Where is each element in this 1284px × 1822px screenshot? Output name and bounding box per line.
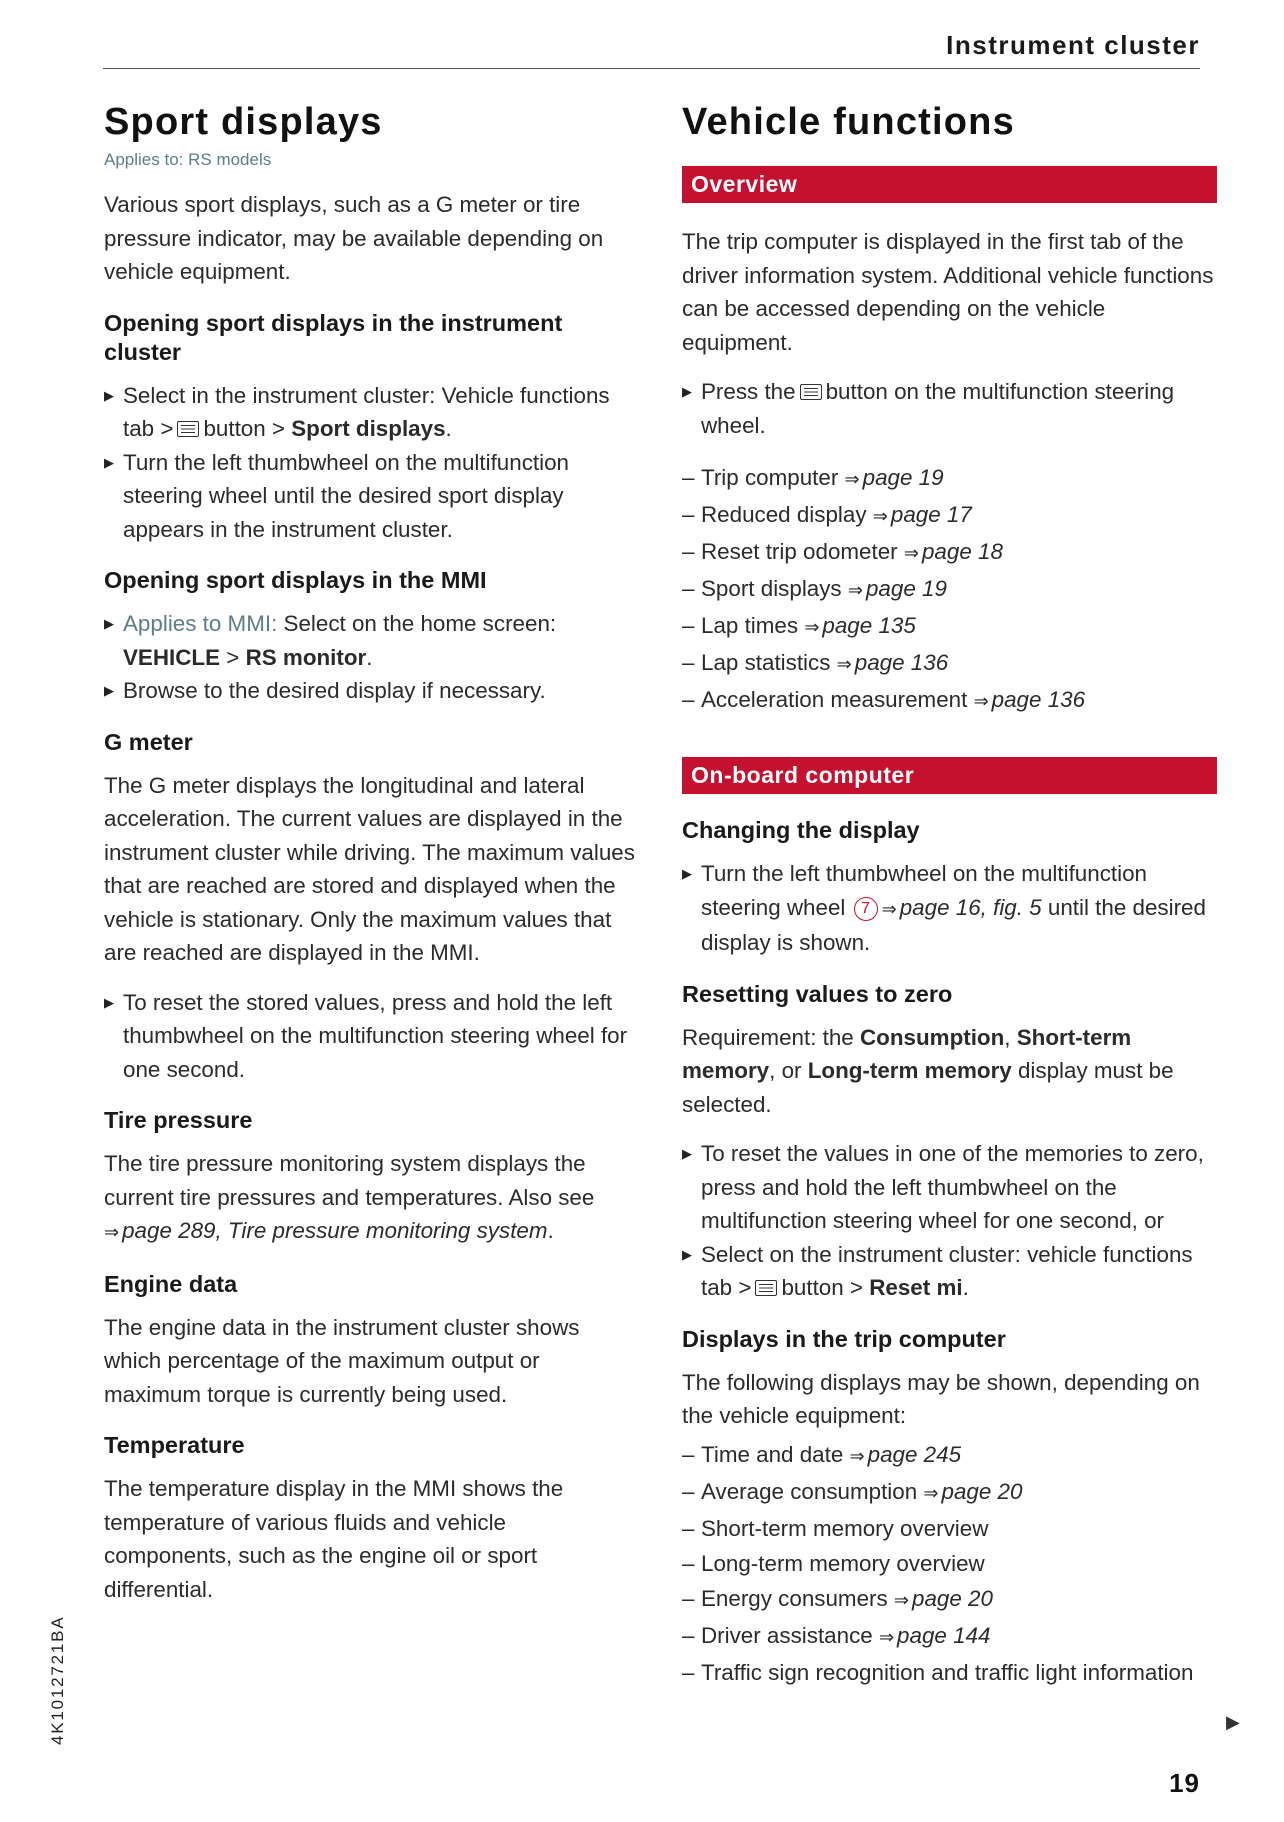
- cross-reference-link[interactable]: [894, 1586, 993, 1611]
- step-item: [682, 857, 1217, 960]
- cross-reference-link[interactable]: [873, 502, 972, 527]
- dash-bullet: –: [682, 502, 695, 527]
- step-list-instrument-cluster: [104, 379, 639, 547]
- reference-arrow-icon: ⇒: [973, 691, 989, 711]
- reference-text: page 144: [897, 1622, 991, 1648]
- list-item-label: Sport displays: [701, 576, 842, 601]
- heading-temperature: Temperature: [104, 1432, 245, 1458]
- left-column: [104, 96, 639, 1622]
- dash-bullet: –: [682, 1622, 695, 1648]
- reference-text: page 20: [912, 1585, 993, 1611]
- step-text: Press the: [701, 379, 796, 404]
- list-item: [682, 1581, 1217, 1618]
- reference-arrow-icon: ⇒: [836, 654, 852, 674]
- display-name-consumption: Consumption: [860, 1024, 1005, 1050]
- cross-reference-link[interactable]: [923, 1479, 1022, 1504]
- reference-text: page 289, Tire pressure monitoring system: [122, 1218, 548, 1243]
- list-item: [682, 460, 1217, 497]
- list-item: [682, 534, 1217, 571]
- trip-display-list: [682, 1437, 1217, 1690]
- overview-paragraph: The trip computer is displayed in the first tab of the driver information system. Additional vehicle functions can be accessed depending on the vehicle equipment.: [682, 229, 1214, 355]
- step-text: To reset the values in one of the memories to zero, press and hold the left thumbwheel on the multifunction steering wheel for one second, or: [701, 1141, 1204, 1233]
- cross-reference-link[interactable]: [837, 650, 948, 675]
- band-overview: Overview: [682, 166, 1217, 203]
- reference-arrow-icon: ⇒: [878, 1626, 895, 1647]
- g-meter-paragraph: The G meter displays the longitudinal and lateral acceleration. The current values are displayed in the instrument cluster while driving. The maximum values that are reached are stored and displayed when the vehicle is stationary. Only the maximum values that are reached are displayed in the MMI.: [104, 772, 635, 965]
- step-triangle-icon: ▶: [682, 866, 692, 881]
- reference-text: page 16, fig. 5: [899, 894, 1042, 920]
- heading-opening-instrument-cluster: Opening sport displays in the instrument cluster: [104, 309, 563, 365]
- step-text: button >: [203, 416, 285, 441]
- heading-changing-display: Changing the display: [682, 817, 920, 843]
- heading-g-meter: G meter: [104, 728, 193, 755]
- list-item-label: Lap statistics: [701, 650, 831, 675]
- step-item: [104, 986, 639, 1087]
- list-item: [682, 1474, 1217, 1511]
- cross-reference-link[interactable]: [882, 895, 1042, 920]
- menu-path-sport-displays: Sport displays: [291, 416, 446, 441]
- list-item: [682, 645, 1217, 682]
- menu-separator: >: [226, 644, 240, 670]
- section-title-vehicle-functions: Vehicle functions: [682, 101, 1015, 143]
- step-item: [104, 607, 639, 674]
- applies-note: Applies to: RS models: [104, 150, 272, 169]
- step-text: Turn the left thumbwheel on the multifunction steering wheel: [701, 861, 1147, 920]
- dash-bullet: –: [682, 613, 695, 638]
- paragraph-text: .: [547, 1218, 554, 1243]
- step-text: button on the multifunction steering wheel.: [701, 379, 1175, 438]
- reference-text: page 245: [867, 1441, 962, 1467]
- callout-number-badge: 7: [854, 897, 878, 921]
- step-triangle-icon: ▶: [682, 1246, 692, 1262]
- step-list-changing-display: [682, 857, 1217, 960]
- step-text: .: [962, 1275, 969, 1300]
- step-item: [682, 375, 1217, 442]
- continue-arrow-icon: ▶: [1226, 1712, 1240, 1732]
- reference-text: page 18: [921, 539, 1003, 564]
- paragraph-text: ,: [1004, 1024, 1011, 1050]
- page-number: 19: [1169, 1768, 1200, 1798]
- list-item: [682, 1511, 1217, 1546]
- heading-resetting-values: Resetting values to zero: [682, 980, 953, 1007]
- reference-text: page 135: [822, 613, 916, 638]
- list-item: [682, 1618, 1217, 1655]
- heading-engine-data: Engine data: [104, 1270, 238, 1297]
- reference-arrow-icon: ⇒: [847, 580, 863, 600]
- dash-bullet: –: [682, 1659, 695, 1685]
- running-header: Instrument cluster: [946, 30, 1200, 60]
- header-rule: [103, 68, 1200, 69]
- cross-reference-link[interactable]: [879, 1623, 990, 1648]
- trip-computer-paragraph: The following displays may be shown, depending on the vehicle equipment:: [682, 1369, 1200, 1428]
- step-triangle-icon: ▶: [682, 1146, 692, 1161]
- reference-text: page 19: [862, 465, 944, 490]
- list-item-label: Reduced display: [701, 502, 867, 527]
- section-title-sport-displays: Sport displays: [104, 101, 383, 143]
- menu-path-rs-monitor: RS monitor: [245, 644, 367, 670]
- reference-text: page 136: [991, 687, 1086, 712]
- dash-bullet: –: [682, 539, 695, 564]
- step-list-reset: [682, 1137, 1217, 1305]
- list-item-label: Driver assistance: [701, 1622, 873, 1648]
- reference-arrow-icon: ⇒: [881, 898, 897, 919]
- cross-reference-link[interactable]: [974, 687, 1085, 712]
- dash-bullet: –: [682, 687, 695, 712]
- document-code: 4K1012721BA: [48, 1615, 67, 1745]
- dash-bullet: –: [682, 1550, 695, 1576]
- dash-bullet: –: [682, 650, 695, 675]
- step-item: [104, 379, 639, 446]
- step-item: [682, 1137, 1217, 1238]
- reference-arrow-icon: ⇒: [893, 1589, 909, 1610]
- overview-function-list: [682, 460, 1217, 719]
- list-item-label: Acceleration measurement: [701, 687, 968, 712]
- right-column: [682, 96, 1217, 1708]
- requirement-paragraph: [682, 1021, 1217, 1122]
- reference-arrow-icon: ⇒: [923, 1482, 939, 1503]
- display-name-short-term-memory: Short-term memory: [682, 1024, 1132, 1083]
- menu-button-icon: [800, 384, 822, 400]
- step-triangle-icon: ▶: [104, 616, 114, 631]
- step-text: Browse to the desired display if necessary.: [123, 678, 546, 703]
- list-item: [682, 1655, 1217, 1690]
- menu-path-reset-mi: Reset mi: [869, 1275, 963, 1300]
- list-item-label: Trip computer: [701, 465, 839, 490]
- list-item-label: Average consumption: [701, 1478, 918, 1504]
- list-item: [682, 1546, 1217, 1581]
- paragraph-text: , or: [769, 1058, 802, 1083]
- cross-reference-link[interactable]: [845, 465, 944, 490]
- step-text: To reset the stored values, press and hold the left thumbwheel on the multifunction steering wheel for one second.: [123, 989, 628, 1082]
- list-item: [682, 608, 1217, 645]
- heading-trip-computer-displays: Displays in the trip computer: [682, 1325, 1006, 1352]
- step-text: Select on the instrument cluster: vehicle functions tab >: [701, 1241, 1193, 1300]
- list-item-label: Long-term memory overview: [701, 1550, 985, 1576]
- step-text: .: [366, 644, 373, 670]
- dash-bullet: –: [682, 1585, 695, 1611]
- engine-data-paragraph: The engine data in the instrument cluster shows which percentage of the maximum output or maximum torque is currently being used.: [104, 1314, 580, 1407]
- tire-pressure-paragraph: [104, 1147, 639, 1250]
- step-triangle-icon: ▶: [104, 994, 114, 1010]
- step-triangle-icon: ▶: [104, 387, 114, 403]
- reference-arrow-icon: ⇒: [849, 1445, 865, 1466]
- cross-reference-link[interactable]: [804, 613, 915, 638]
- intro-paragraph: Various sport displays, such as a G meter or tire pressure indicator, may be available depending on vehicle equipment.: [104, 192, 604, 284]
- reference-text: page 19: [865, 576, 947, 601]
- reference-arrow-icon: ⇒: [872, 506, 888, 526]
- temperature-paragraph: The temperature display in the MMI shows the temperature of various fluids and vehicle components, such as the engine oil or sport differential.: [104, 1476, 564, 1602]
- step-item: [682, 1238, 1217, 1305]
- step-text: button >: [781, 1275, 863, 1300]
- list-item-label: Short-term memory overview: [701, 1515, 989, 1541]
- menu-path-vehicle: VEHICLE: [123, 644, 221, 670]
- step-triangle-icon: ▶: [682, 384, 692, 399]
- reference-arrow-icon: ⇒: [903, 543, 919, 563]
- reference-text: page 17: [890, 502, 972, 527]
- display-name-long-term-memory: Long-term memory: [807, 1058, 1012, 1083]
- list-item-label: Traffic sign recognition and traffic light information: [701, 1659, 1194, 1685]
- band-onboard-computer: On-board computer: [682, 757, 1217, 794]
- step-item: [104, 674, 639, 708]
- paragraph-text: display must be selected.: [682, 1058, 1174, 1117]
- paragraph-text: The tire pressure monitoring system displays the current tire pressures and temperatures. Also see: [104, 1151, 595, 1210]
- cross-reference-link[interactable]: [104, 1218, 548, 1243]
- reference-arrow-icon: ⇒: [844, 469, 860, 489]
- step-text: Select in the instrument cluster: Vehicle functions tab >: [123, 382, 610, 441]
- cross-reference-link[interactable]: [850, 1442, 961, 1467]
- dash-bullet: –: [682, 1441, 695, 1467]
- dash-bullet: –: [682, 1478, 695, 1504]
- reference-text: page 20: [941, 1478, 1023, 1504]
- step-list-mmi: [104, 607, 639, 708]
- step-list-overview: [682, 375, 1217, 442]
- list-item: [682, 1437, 1217, 1474]
- menu-button-icon: [177, 421, 199, 437]
- dash-bullet: –: [682, 576, 695, 601]
- step-triangle-icon: ▶: [104, 683, 114, 698]
- heading-tire-pressure: Tire pressure: [104, 1107, 253, 1133]
- list-item-label: Reset trip odometer: [701, 539, 898, 564]
- menu-button-icon: [755, 1280, 777, 1296]
- list-item-label: Time and date: [701, 1441, 844, 1467]
- applies-mmi-note: Applies to MMI:: [123, 611, 278, 636]
- reference-arrow-icon: ⇒: [804, 617, 820, 637]
- step-text: Select on the home screen:: [283, 611, 557, 636]
- list-item: [682, 571, 1217, 608]
- step-text: Turn the left thumbwheel on the multifunction steering wheel until the desired sport display appears in the instrument cluster.: [123, 449, 569, 542]
- reference-text: page 136: [854, 650, 949, 675]
- list-item: [682, 682, 1217, 719]
- paragraph-text: Requirement: the: [682, 1024, 854, 1050]
- list-item: [682, 497, 1217, 534]
- cross-reference-link[interactable]: [848, 576, 947, 601]
- heading-opening-mmi: Opening sport displays in the MMI: [104, 567, 487, 593]
- reference-arrow-icon: ⇒: [104, 1222, 120, 1242]
- cross-reference-link[interactable]: [904, 539, 1003, 564]
- step-item: [104, 446, 639, 547]
- dash-bullet: –: [682, 1515, 695, 1541]
- step-triangle-icon: ▶: [104, 454, 114, 470]
- dash-bullet: –: [682, 465, 695, 490]
- list-item-label: Lap times: [701, 613, 799, 638]
- step-text: until the desired display is shown.: [701, 894, 1206, 955]
- step-list-g-meter: [104, 986, 639, 1087]
- step-text: .: [445, 416, 452, 441]
- list-item-label: Energy consumers: [701, 1585, 888, 1611]
